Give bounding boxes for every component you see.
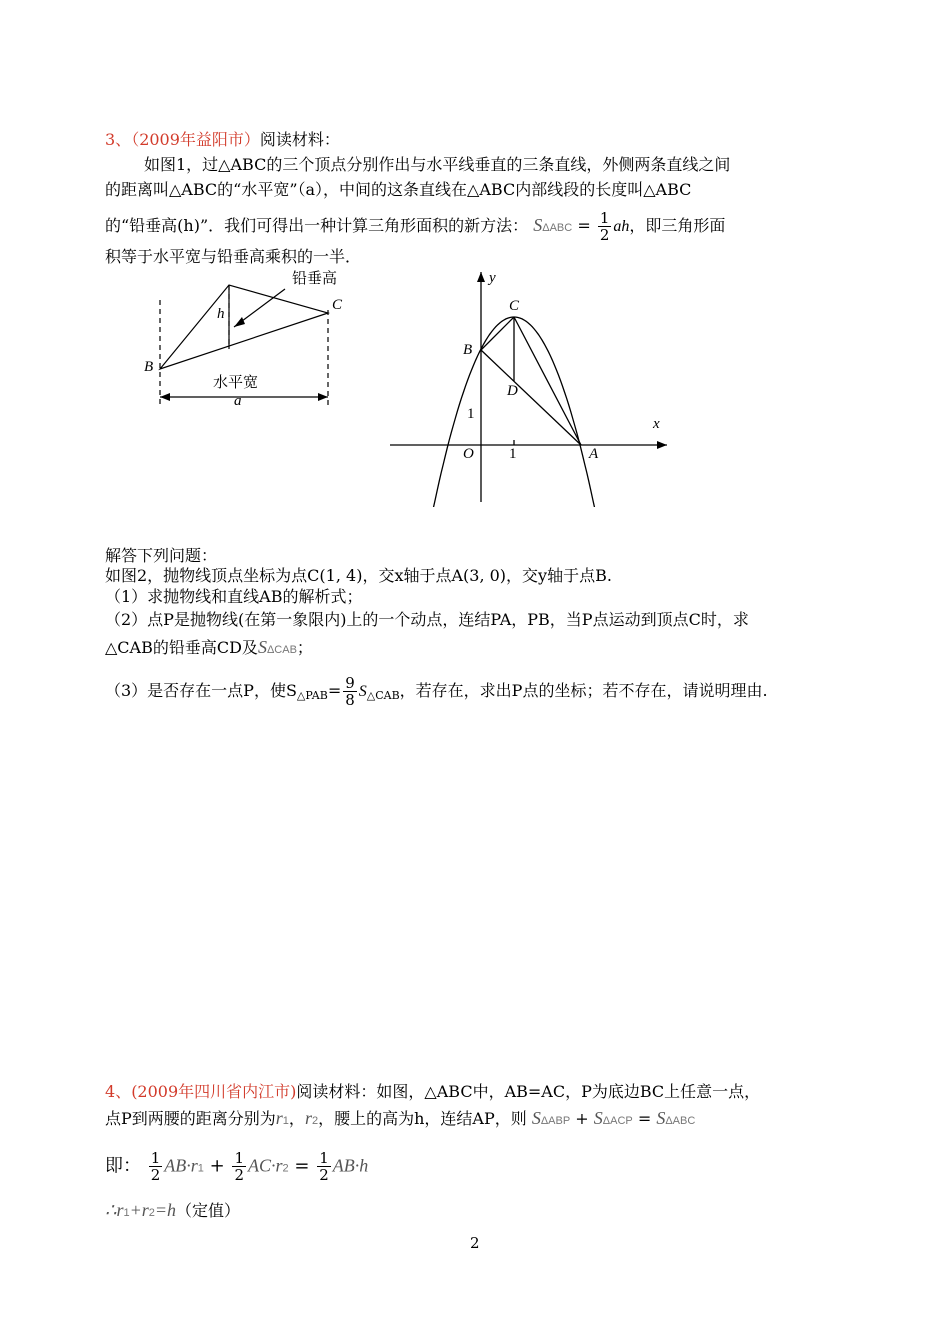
q3-source: （2009年益阳市） <box>131 130 260 149</box>
fig2-origin: O <box>463 446 474 462</box>
fig1-point-B: B <box>144 359 154 375</box>
fig2-y-label: y <box>489 270 496 286</box>
q3-line1: 如图1，过△ABC的三个顶点分别作出与水平线垂直的三条直线，外侧两条直线之间 <box>144 155 731 174</box>
page-number: 2 <box>470 1234 480 1252</box>
figure-2 <box>385 262 685 507</box>
q3-line4: 积等于水平宽与铅垂高乘积的一半． <box>105 247 362 266</box>
fig1-label-width: 水平宽 <box>213 375 259 391</box>
q3-part3: （3）是否存在一点P，使$S_{\triangle PAB}=$ $\frac{9}{8}$ $S_{\triangle CAB}$，若存在，求出P点的坐标；若不存在，请说明理由. <box>105 674 768 709</box>
q3-given: 如图2，抛物线顶点坐标为点C(1, 4)，交x轴于点A(3, 0)，交y轴于点B. <box>105 566 612 585</box>
area-formula-fraction: $\frac{1}{2}$ <box>599 209 610 244</box>
q4-line2: 点P到两腰的距离分别为r1，r2，腰上的高为h，连结AP，则 SΔABP + SΔACP = SΔABC <box>105 1108 696 1128</box>
q4-line1: 阅读材料：如图，△ABC中，AB=AC，P为底边BC上任意一点， <box>296 1082 761 1101</box>
figure-1 <box>130 265 370 415</box>
q4-line4: ∴r1+r2=h（定值） <box>105 1200 241 1220</box>
nine-eighths-fraction: $\frac{9}{8}$ <box>345 674 355 709</box>
q4-number: 4、 <box>105 1082 132 1101</box>
fig2-point-B: B <box>463 342 473 358</box>
q3-line3-tail: ，即三角形面 <box>629 216 726 235</box>
fig2-x-label: x <box>653 416 660 432</box>
fig1-label-height: 铅垂高 <box>292 271 338 287</box>
q3-line2: 的距离叫△ABC的“水平宽”（a），中间的这条直线在△ABC内部线段的长度叫△ABC <box>105 180 692 199</box>
fig2-point-D: D <box>507 383 518 399</box>
q3-number: 3、 <box>105 130 132 149</box>
area-formula-ah: ah <box>613 218 630 235</box>
fig2-point-C: C <box>509 298 520 314</box>
q3-title: 阅读材料： <box>259 130 340 149</box>
area-formula-S: S <box>533 215 543 235</box>
q4-heading <box>105 1082 760 1102</box>
q4-line3: 即： $\frac{1}{2}$ AB·r1 + $\frac{1}{2}$ AC·r2 = $\frac{1}{2}$ AB·h <box>105 1149 369 1184</box>
q3-intro: 解答下列问题： <box>105 546 218 565</box>
fig1-label-h: h <box>217 306 225 322</box>
fig1-label-a: a <box>234 393 242 409</box>
q3-part1: （1）求抛物线和直线AB的解析式； <box>105 587 363 606</box>
fig2-tick-y1: 1 <box>467 406 475 422</box>
q3-heading <box>105 130 340 150</box>
fig2-tick-x1: 1 <box>509 446 517 462</box>
fig2-point-A: A <box>589 446 599 462</box>
area-formula-sub: ΔABC <box>542 222 573 234</box>
q3-line3-text: 的“铅垂高(h)”．我们可得出一种计算三角形面积的新方法： <box>105 216 529 235</box>
q4-source: (2009年四川省内江市) <box>131 1082 297 1101</box>
q3-line3 <box>105 210 725 243</box>
area-formula-eq: = <box>577 216 591 235</box>
q3-part2-line2: △CAB的铅垂高CD及SΔCAB； <box>105 637 313 657</box>
q3-part2-line1: （2）点P是抛物线(在第一象限内)上的一个动点，连结PA，PB，当P点运动到顶点C时，求 <box>105 610 749 629</box>
fig1-point-C: C <box>332 297 343 313</box>
